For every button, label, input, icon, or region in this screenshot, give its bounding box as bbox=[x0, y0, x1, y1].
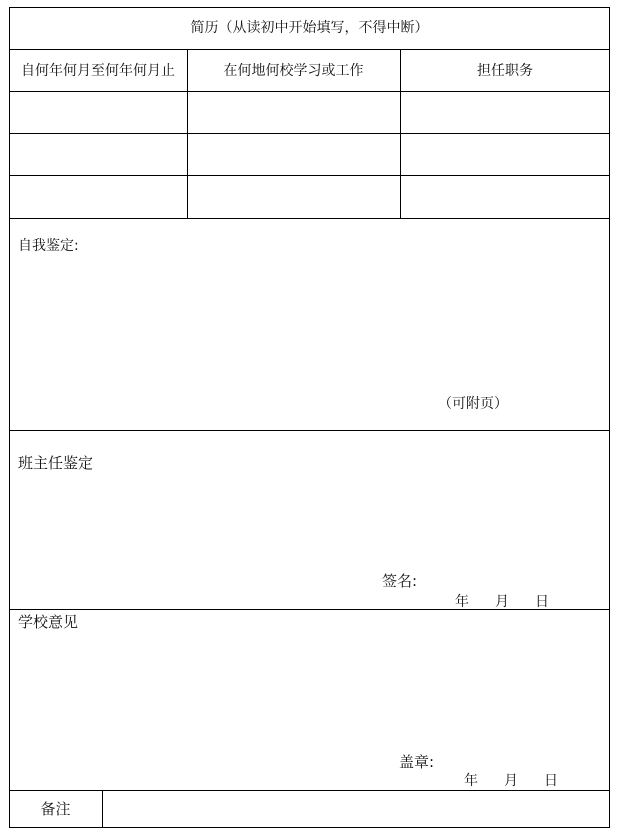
divider-title-bottom bbox=[9, 49, 610, 50]
self-assessment-label: 自我鉴定: bbox=[18, 238, 79, 254]
teacher-date-day: 日 bbox=[535, 594, 549, 610]
school-seal-label: 盖章: bbox=[399, 753, 435, 771]
divider-header-bottom bbox=[9, 91, 610, 92]
divider-self-bottom bbox=[9, 430, 610, 431]
header-period: 自何年何月至何年何月止 bbox=[21, 63, 175, 79]
divider-teacher-bottom bbox=[9, 609, 610, 610]
remarks-field[interactable] bbox=[103, 791, 609, 827]
school-opinion-label: 学校意见 bbox=[18, 613, 79, 631]
teacher-date-year: 年 bbox=[455, 594, 469, 610]
teacher-assessment-label: 班主任鉴定 bbox=[18, 454, 94, 472]
school-date-day: 日 bbox=[544, 773, 558, 789]
form-frame bbox=[9, 7, 610, 828]
remarks-label: 备注 bbox=[40, 800, 71, 818]
divider-resume-bottom bbox=[9, 218, 610, 219]
school-date-month: 月 bbox=[504, 773, 518, 789]
header-place: 在何地何校学习或工作 bbox=[223, 63, 364, 79]
divider-row-2 bbox=[9, 175, 610, 176]
school-date-year: 年 bbox=[464, 773, 478, 789]
teacher-sign-label: 签名: bbox=[382, 572, 418, 590]
teacher-date-month: 月 bbox=[495, 594, 509, 610]
header-duty: 担任职务 bbox=[477, 63, 533, 79]
resume-title: 简历（从读初中开始填写，不得中断） bbox=[190, 20, 429, 36]
divider-row-1 bbox=[9, 133, 610, 134]
attach-page-note: （可附页） bbox=[438, 396, 508, 412]
